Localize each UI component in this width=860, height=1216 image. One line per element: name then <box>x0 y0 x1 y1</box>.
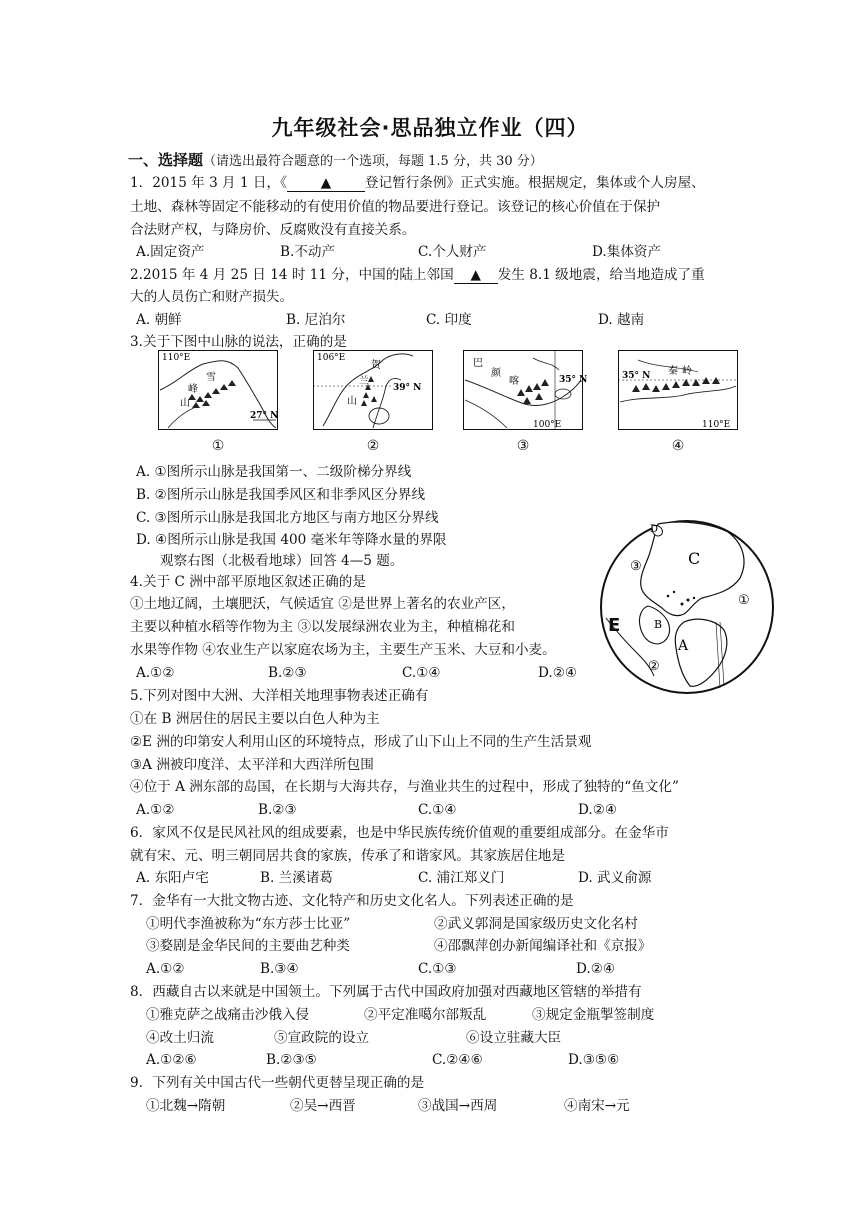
map-1-name-1: 雪 <box>206 372 216 383</box>
map-3-name-1: 巴 <box>473 358 483 369</box>
q4-line-2: 主要以种植水稻等作物为主 ③以发展绿洲农业为主，种植棉花和 <box>130 619 515 635</box>
q8-option-b[interactable]: B.②③⑤ <box>266 1052 317 1068</box>
map-1-lon: 110°E <box>162 353 191 363</box>
map-2 <box>313 350 433 430</box>
q4-line-1: ①土地辽阔，土壤肥沃，气候适宜 ②是世界上著名的农业产区， <box>130 596 515 612</box>
q7-item-4: ④邵飘萍创办新闻编译社和《京报》 <box>434 938 652 954</box>
q7-option-c[interactable]: C.①③ <box>418 961 457 977</box>
map-3-name-2: 颜 <box>491 368 501 379</box>
q7-item-2: ②武义郭洞是国家级历史文化名村 <box>434 916 638 932</box>
globe-label-d: D <box>650 524 659 535</box>
map-1 <box>158 350 278 430</box>
q4-option-b[interactable]: B.②③ <box>268 665 307 681</box>
q1-line-2: 土地、森林等固定不能移动的有使用价值的物品要进行登记。该登记的核心价值在于保护 <box>130 199 661 215</box>
q8-item-4: ④改土归流 <box>146 1030 214 1046</box>
section-1-header <box>128 150 543 172</box>
q2-option-c[interactable]: C. 印度 <box>426 312 472 328</box>
map-1-name-2: 峰 <box>188 384 198 395</box>
q8-option-d[interactable]: D.③⑤⑥ <box>568 1052 620 1068</box>
q6-option-c[interactable]: C. 浦江郑义门 <box>418 870 505 886</box>
q4-option-a[interactable]: A.①② <box>136 665 175 681</box>
q5-line-2: ②E 洲的印第安人利用山区的环境特点，形成了山下山上不同的生产生活景观 <box>130 734 592 750</box>
q9-item-2: ②吴→西晋 <box>290 1098 356 1114</box>
q8-item-2: ②平定准噶尔部叛乱 <box>364 1007 487 1023</box>
q1-line-1 <box>130 173 705 193</box>
q3-option-b[interactable]: B. ②图所示山脉是我国季风区和非季风区分界线 <box>136 487 426 503</box>
q4-option-d[interactable]: D.②④ <box>538 665 578 681</box>
q7-item-3: ③婺剧是金华民间的主要曲艺种类 <box>146 938 350 954</box>
section-note: （请选出最符合题意的一个选项，每题 1.5 分，共 30 分） <box>203 154 543 169</box>
q4-option-c[interactable]: C.①④ <box>402 665 441 681</box>
map-3 <box>463 350 588 430</box>
q9-item-1: ①北魏→隋朝 <box>146 1098 226 1114</box>
mountain-maps <box>158 350 758 460</box>
q3-stem: 3.关于下图中山脉的说法，正确的是 <box>130 334 347 350</box>
map-1-lat: 27° N <box>250 411 279 421</box>
map-2-name-3: 山 <box>347 396 357 407</box>
globe-label-e: E <box>608 615 621 636</box>
q5-line-1: ①在 B 洲居住的居民主要以白色人种为主 <box>130 711 380 727</box>
q5-option-d[interactable]: D.②④ <box>578 802 618 818</box>
q8-item-3: ③规定金瓶掣签制度 <box>532 1007 655 1023</box>
map-2-name-1: 贺 <box>371 360 381 371</box>
q6-option-d[interactable]: D. 武义俞源 <box>578 870 652 886</box>
q7-stem: 7．金华有一大批文物古迹、文化特产和历史文化名人。下列表述正确的是 <box>130 893 574 909</box>
q5-option-a[interactable]: A.①② <box>136 802 175 818</box>
map-2-lat: 39° N <box>393 383 422 393</box>
q8-stem: 8．西藏自古以来就是中国领土。下列属于古代中国政府加强对西藏地区管辖的举措有 <box>130 984 642 1000</box>
map-1-figure <box>158 350 278 430</box>
map-4 <box>618 350 738 430</box>
page-title: 九年级社会·思品独立作业（四） <box>271 116 589 140</box>
q4-stem: 4.关于 C 洲中部平原地区叙述正确的是 <box>130 574 366 590</box>
globe-label-2: ② <box>648 659 660 674</box>
q6-option-a[interactable]: A. 东阳卢宅 <box>136 870 209 886</box>
q8-option-a[interactable]: A.①②⑥ <box>146 1052 197 1068</box>
map-3-lon: 100°E <box>533 420 562 430</box>
q5-option-c[interactable]: C.①④ <box>418 802 457 818</box>
globe-instruction: 观察右图（北极看地球）回答 4—5 题。 <box>160 553 404 569</box>
section-heading: 一、选择题 <box>128 151 204 169</box>
q5-option-b[interactable]: B.②③ <box>258 802 297 818</box>
map-4-name-2: 岭 <box>682 366 692 377</box>
globe-figure <box>598 518 776 696</box>
q7-item-1: ①明代李渔被称为“东方莎士比亚” <box>146 916 351 932</box>
map-2-name-2: 兰 <box>359 376 369 387</box>
q2-line-1 <box>130 265 705 285</box>
q5-line-3: ③A 洲被印度洋、太平洋和大西洋所包围 <box>130 757 374 773</box>
q6-line-2: 就有宋、元、明三朝同居共食的家族，传承了和谐家风。其家族居住地是 <box>130 848 565 864</box>
map-2-lon: 106°E <box>317 353 346 363</box>
map-4-name-1: 秦 <box>668 366 678 377</box>
q2-option-a[interactable]: A. 朝鲜 <box>136 312 182 328</box>
globe-label-1: ① <box>738 593 750 608</box>
globe-label-3: ③ <box>630 559 642 574</box>
map-1-label: ① <box>211 438 225 454</box>
q2-text-a: 2.2015 年 4 月 25 日 14 时 11 分，中国的陆上邻国 <box>130 267 454 283</box>
map-4-figure <box>618 350 738 430</box>
q1-option-d[interactable]: D.集体资产 <box>592 244 662 260</box>
globe-label-c: C <box>688 549 701 568</box>
map-3-label: ③ <box>516 438 530 454</box>
map-1-name-3: 山 <box>180 398 190 409</box>
globe-label-b: B <box>654 618 663 631</box>
map-3-lat: 35° N <box>559 375 588 385</box>
q3-option-c[interactable]: C. ③图所示山脉是我国北方地区与南方地区分界线 <box>136 510 439 526</box>
q3-option-a[interactable]: A. ①图所示山脉是我国第一、二级阶梯分界线 <box>136 464 412 480</box>
map-3-figure <box>463 350 588 430</box>
q1-text-b: 登记暂行条例》正式实施。根据规定，集体或个人房屋、 <box>364 175 705 191</box>
map-4-lon: 110°E <box>702 420 731 430</box>
q1-line-3: 合法财产权，与降房价、反腐败没有直接关系。 <box>130 222 416 238</box>
q9-stem: 9．下列有关中国古代一些朝代更替呈现正确的是 <box>130 1075 425 1091</box>
q2-line-2: 大的人员伤亡和财产损失。 <box>130 289 294 305</box>
q9-item-3: ③战国→西周 <box>418 1098 498 1114</box>
map-2-figure <box>313 350 433 430</box>
q2-option-d[interactable]: D. 越南 <box>598 312 645 328</box>
north-pole-globe <box>598 518 776 696</box>
q1-option-c[interactable]: C.个人财产 <box>418 244 487 260</box>
map-3-name-3: 喀 <box>509 376 519 387</box>
q1-option-b[interactable]: B.不动产 <box>280 244 336 260</box>
globe-label-a: A <box>678 638 689 654</box>
map-2-label: ② <box>366 438 380 454</box>
q3-option-d[interactable]: D. ④图所示山脉是我国 400 毫米年等降水量的界限 <box>136 532 447 548</box>
q1-blank: ▲ <box>287 175 365 192</box>
q5-stem: 5.下列对图中大洲、大洋相关地理事物表述正确有 <box>130 688 429 704</box>
q6-option-b[interactable]: B. 兰溪诸葛 <box>260 870 334 886</box>
q2-text-b: 发生 8.1 级地震，给当地造成了重 <box>497 267 705 283</box>
map-4-lat: 35° N <box>622 371 651 381</box>
map-4-label: ④ <box>671 438 685 454</box>
q1-option-a[interactable]: A.固定资产 <box>136 244 205 260</box>
q5-line-4: ④位于 A 洲东部的岛国，在长期与大海共存，与渔业共生的过程中，形成了独特的“鱼文化” <box>130 779 679 795</box>
q8-item-5: ⑤宣政院的设立 <box>274 1030 370 1046</box>
q9-item-4: ④南宋→元 <box>564 1098 630 1114</box>
q6-line-1: 6．家风不仅是民风社风的组成要素，也是中华民族传统价值观的重要组成部分。在金华市 <box>130 825 669 841</box>
q2-blank: ▲ <box>454 267 498 284</box>
q1-text-a: 1．2015 年 3 月 1 日，《 <box>130 175 287 191</box>
q7-option-a[interactable]: A.①② <box>146 961 185 977</box>
q2-option-b[interactable]: B. 尼泊尔 <box>286 312 346 328</box>
q8-option-c[interactable]: C.②④⑥ <box>432 1052 483 1068</box>
q8-item-6: ⑥设立驻藏大臣 <box>466 1030 562 1046</box>
q8-item-1: ①雅克萨之战痛击沙俄入侵 <box>146 1007 310 1023</box>
q7-option-b[interactable]: B.③④ <box>260 961 299 977</box>
q7-option-d[interactable]: D.②④ <box>576 961 616 977</box>
q4-line-3: 水果等作物 ④农业生产以家庭农场为主，主要生产玉米、大豆和小麦。 <box>130 642 556 658</box>
